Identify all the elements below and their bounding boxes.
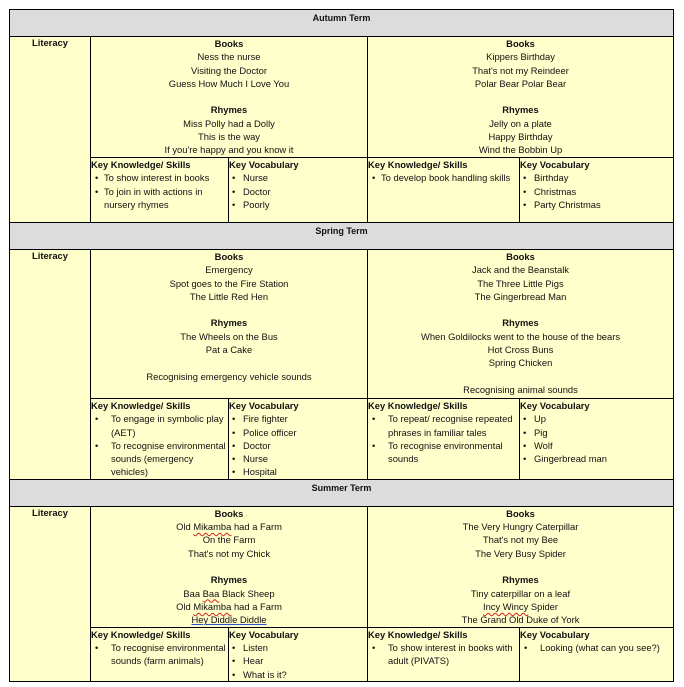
knowledge-item: • To engage in symbolic play (AET) — [91, 412, 228, 439]
spring-content-row — [10, 250, 674, 399]
summer-right-content — [368, 506, 674, 627]
key-knowledge-heading: Key Knowledge/ Skills — [91, 159, 191, 170]
rhyme-title: Hey Diddle Diddle — [191, 614, 267, 626]
rhyme-title: Hot Cross Buns — [487, 344, 554, 356]
book-title: The Little Red Hen — [189, 290, 269, 302]
vocabulary-item: • Up — [520, 412, 673, 425]
subject-label: Literacy — [10, 250, 91, 480]
knowledge-item: • To repeat/ recognise repeated phrases in familiar tales — [368, 412, 519, 439]
vocabulary-item: • Party Christmas — [520, 198, 673, 211]
subject-label: Literacy — [10, 506, 91, 681]
vocabulary-item: • Doctor — [229, 439, 367, 452]
summer-content-row — [10, 506, 674, 627]
key-vocabulary-heading: Key Vocabulary — [520, 628, 590, 640]
vocabulary-item: • Birthday — [520, 171, 673, 184]
key-knowledge-cell — [91, 399, 229, 480]
key-vocabulary-cell — [229, 627, 368, 681]
rhymes-heading: Rhymes — [210, 317, 248, 329]
key-knowledge-cell — [368, 158, 520, 223]
key-knowledge-heading: Key Knowledge/ Skills — [91, 628, 191, 640]
vocabulary-item: • Wolf — [520, 439, 673, 452]
knowledge-item: • To recognise environmental sounds — [368, 439, 519, 466]
key-vocabulary-cell — [520, 399, 674, 480]
book-title: The Very Hungry Caterpillar — [462, 521, 579, 533]
key-knowledge-cell — [91, 158, 229, 223]
vocabulary-item: • Listen — [229, 641, 367, 654]
rhyme-title: Old Mikamba had a Farm — [176, 600, 282, 612]
knowledge-item: • To recognise environmental sounds (farm animals) — [91, 641, 228, 668]
rhyme-title: Happy Birthday — [488, 131, 553, 143]
rhymes-heading: Rhymes — [502, 574, 539, 586]
autumn-term-header-row — [10, 10, 674, 37]
vocabulary-item: • Poorly — [229, 198, 367, 211]
rhyme-title: Spring Chicken — [488, 357, 553, 369]
knowledge-item: • To show interest in books — [91, 171, 228, 184]
key-vocabulary-heading: Key Vocabulary — [520, 400, 590, 411]
curriculum-plan-table — [9, 9, 674, 682]
book-title: Emergency — [205, 264, 253, 276]
rhyme-title: The Grand Old Duke of York — [461, 614, 580, 626]
key-vocabulary-cell — [229, 399, 368, 480]
books-heading: Books — [214, 38, 244, 49]
key-vocabulary-heading: Key Vocabulary — [520, 159, 590, 170]
vocabulary-item: • Hospital — [229, 465, 367, 478]
key-knowledge-cell — [368, 399, 520, 480]
term-title: Autumn Term — [10, 10, 674, 37]
vocabulary-item: • Looking (what can you see?) — [520, 641, 673, 654]
autumn-left-content — [91, 37, 368, 158]
book-title: That's not my Chick — [187, 547, 271, 559]
books-heading: Books — [506, 507, 535, 519]
book-title: Old Mikamba had a Farm — [176, 521, 282, 533]
vocabulary-item: • Police officer — [229, 426, 367, 439]
books-heading: Books — [506, 38, 535, 49]
book-title: Jack and the Beanstalk — [472, 264, 569, 276]
knowledge-item: • To show interest in books with adult (PIVATS) — [368, 641, 519, 668]
spring-knowledge-row — [10, 399, 674, 480]
autumn-content-row — [10, 37, 674, 158]
spring-right-content — [368, 250, 674, 399]
autumn-knowledge-row — [10, 158, 674, 223]
book-title: The Gingerbread Man — [474, 290, 567, 302]
vocabulary-item: • Gingerbread man — [520, 452, 673, 465]
key-knowledge-heading: Key Knowledge/ Skills — [91, 400, 191, 411]
books-heading: Books — [506, 251, 535, 262]
knowledge-item: • To join in with actions in nursery rhymes — [91, 185, 228, 212]
rhyme-title: Tiny caterpillar on a leaf — [470, 587, 571, 599]
vocabulary-item: • Fire fighter — [229, 412, 367, 425]
rhyme-title: When Goldilocks went to the house of the bears — [420, 330, 621, 342]
subject-label: Literacy — [10, 37, 91, 223]
book-title: Ness the nurse — [197, 51, 261, 63]
key-vocabulary-heading: Key Vocabulary — [229, 628, 299, 640]
books-heading: Books — [214, 251, 244, 262]
key-vocabulary-heading: Key Vocabulary — [229, 400, 299, 411]
rhymes-heading: Rhymes — [502, 317, 539, 329]
book-title: Spot goes to the Fire Station — [169, 277, 289, 289]
vocabulary-item: • Hear — [229, 654, 367, 667]
book-title: The Very Busy Spider — [475, 547, 566, 559]
vocabulary-item: • Nurse — [229, 452, 367, 465]
book-title: Visiting the Doctor — [191, 64, 267, 76]
vocabulary-item: • Nurse — [229, 171, 367, 184]
book-title: Polar Bear Polar Bear — [474, 77, 567, 89]
rhymes-heading: Rhymes — [502, 104, 539, 116]
summer-knowledge-row — [10, 627, 674, 681]
key-vocabulary-heading: Key Vocabulary — [229, 159, 299, 170]
knowledge-item: • To develop book handling skills — [368, 171, 519, 184]
rhyme-title: If you're happy and you know it — [164, 144, 294, 156]
book-title: On the Farm — [202, 534, 256, 546]
vocabulary-item: • Christmas — [520, 185, 673, 198]
rhyme-title: Jelly on a plate — [489, 117, 552, 129]
book-title: Guess How Much I Love You — [168, 77, 290, 89]
rhyme-title: Baa Baa Black Sheep — [183, 587, 275, 599]
term-title: Summer Term — [10, 479, 674, 506]
rhymes-heading: Rhymes — [210, 574, 248, 586]
spring-term-header-row — [10, 223, 674, 250]
key-knowledge-cell — [368, 627, 520, 681]
rhymes-heading: Rhymes — [210, 104, 248, 116]
book-title: That's not my Reindeer — [472, 64, 569, 76]
key-knowledge-cell — [91, 627, 229, 681]
rhyme-title: Incy Wincy Spider — [482, 600, 559, 612]
key-vocabulary-cell — [520, 627, 674, 681]
rhyme-title: This is the way — [198, 131, 260, 143]
books-heading: Books — [214, 507, 244, 519]
book-title: Kippers Birthday — [486, 51, 555, 63]
activity-note: Recognising emergency vehicle sounds — [146, 370, 312, 382]
term-title: Spring Term — [10, 223, 674, 250]
spring-left-content — [91, 250, 368, 399]
key-knowledge-heading: Key Knowledge/ Skills — [368, 159, 468, 170]
rhyme-title: Miss Polly had a Dolly — [183, 117, 275, 129]
book-title: The Three Little Pigs — [477, 277, 564, 289]
vocabulary-item: • Doctor — [229, 185, 367, 198]
vocabulary-item: • Pig — [520, 426, 673, 439]
rhyme-title: The Wheels on the Bus — [180, 330, 278, 342]
activity-note: Recognising animal sounds — [463, 383, 578, 395]
summer-term-header-row — [10, 479, 674, 506]
vocabulary-item: • What is it? — [229, 668, 367, 681]
knowledge-item: • To recognise environmental sounds (emergency vehicles) — [91, 439, 228, 479]
autumn-right-content — [368, 37, 674, 158]
key-vocabulary-cell — [229, 158, 368, 223]
rhyme-title: Wind the Bobbin Up — [478, 144, 563, 156]
summer-left-content — [91, 506, 368, 627]
key-knowledge-heading: Key Knowledge/ Skills — [368, 628, 468, 640]
key-knowledge-heading: Key Knowledge/ Skills — [368, 400, 468, 411]
rhyme-title: Pat a Cake — [205, 344, 253, 356]
key-vocabulary-cell — [520, 158, 674, 223]
book-title: That's not my Bee — [482, 534, 559, 546]
